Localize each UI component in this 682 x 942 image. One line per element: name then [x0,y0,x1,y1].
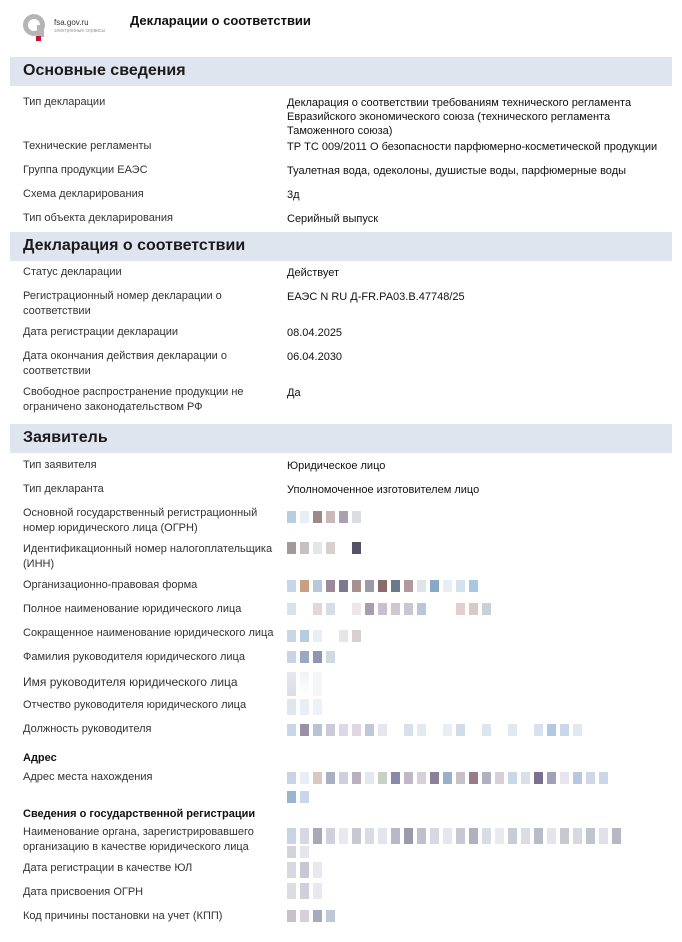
address-heading: Адрес [23,752,57,764]
label-legal-form: Организационно-правовая форма [23,579,198,591]
label-kpp: Код причины постановки на учет (КПП) [23,910,223,922]
page-header [0,0,682,56]
section-declaration-title: Декларация о соответствии [23,237,246,254]
label-reg-authority: Наименование органа, зарегистрировавшего организацию в качестве юридического лица [23,826,254,853]
registration-heading: Сведения о государственной регистрации [23,808,256,820]
value-declaration-type: Декларация о соответствии требованиям технического регламента Евразийского экономического союза (технического регламента Таможенного союза) [287,97,632,137]
redacted-reg-authority-line2 [287,846,313,858]
label-object-type: Тип объекта декларирования [23,212,173,224]
label-declarant-type: Тип декларанта [23,483,104,495]
redacted-head-surname [287,651,339,663]
section-basic-title: Основные сведения [23,62,186,79]
label-full-name: Полное наименование юридического лица [23,603,242,615]
redacted-inn [287,542,365,554]
redacted-address-line2 [287,791,313,803]
value-scheme: 3д [287,189,300,201]
redacted-ogrn-date [287,883,326,899]
label-free-distribution: Свободное распространение продукции не ограничено законодательством РФ [23,386,244,413]
label-head-surname: Фамилия руководителя юридического лица [23,651,245,663]
redacted-legal-form [287,580,482,592]
section-declaration [10,232,672,261]
redacted-reg-as-legal-entity [287,862,326,878]
label-tech-regulations: Технические регламенты [23,140,152,152]
redacted-full-name [287,603,495,615]
label-declaration-type: Тип декларации [23,96,106,108]
value-expiry-date: 06.04.2030 [287,351,343,363]
label-expiry-date: Дата окончания действия декларации о соответствии [23,350,227,377]
label-head-position: Должность руководителя [23,723,152,735]
label-applicant-type: Тип заявителя [23,459,97,471]
value-reg-number: ЕАЭС N RU Д-FR.РА03.В.47748/25 [287,291,465,303]
section-applicant-title: Заявитель [23,429,108,446]
section-applicant [10,424,672,453]
redacted-head-name [287,672,326,696]
label-head-name: Имя руководителя юридического лица [23,675,238,689]
label-product-group: Группа продукции ЕАЭС [23,164,148,176]
section-basic [10,57,672,86]
label-reg-as-legal-entity: Дата регистрации в качестве ЮЛ [23,862,193,874]
value-declarant-type: Уполномоченное изготовителем лицо [287,484,480,496]
redacted-short-name [287,630,365,642]
label-inn: Идентификационный номер налогоплательщика (ИНН) [23,543,273,570]
label-ogrn: Основной государственный регистрационный номер юридического лица (ОГРН) [23,507,258,534]
value-product-group: Туалетная вода, одеколоны, душистые воды, парфюмерные воды [287,165,627,177]
label-short-name: Сокращенное наименование юридического лица [23,627,274,639]
label-reg-number: Регистрационный номер декларации о соответствии [23,290,222,317]
value-tech-regulations: ТР ТС 009/2011 О безопасности парфюмерно-косметической продукции [287,141,658,153]
page-title: Декларации о соответствии [130,13,311,28]
fsa-logo-icon [22,12,50,42]
label-reg-date: Дата регистрации декларации [23,326,179,338]
label-address: Адрес места нахождения [23,771,153,783]
redacted-head-position [287,724,586,736]
value-free-distribution: Да [287,387,301,399]
value-applicant-type: Юридическое лицо [287,460,386,472]
redacted-reg-authority-line1 [287,828,625,844]
redacted-kpp [287,910,339,922]
logo-subtitle: электронные сервисы [54,28,106,34]
value-status: Действует [287,267,340,279]
value-reg-date: 08.04.2025 [287,327,343,339]
value-object-type: Серийный выпуск [287,213,379,225]
label-status: Статус декларации [23,266,122,278]
label-ogrn-date: Дата присвоения ОГРН [23,886,144,898]
redacted-head-patronymic [287,699,326,715]
redacted-ogrn [287,511,365,523]
label-head-patronymic: Отчество руководителя юридического лица [23,699,247,711]
logo-site-name: fsa.gov.ru [54,18,89,27]
redacted-address-line1 [287,772,612,784]
fsa-logo[interactable] [22,12,132,46]
label-scheme: Схема декларирования [23,188,144,200]
